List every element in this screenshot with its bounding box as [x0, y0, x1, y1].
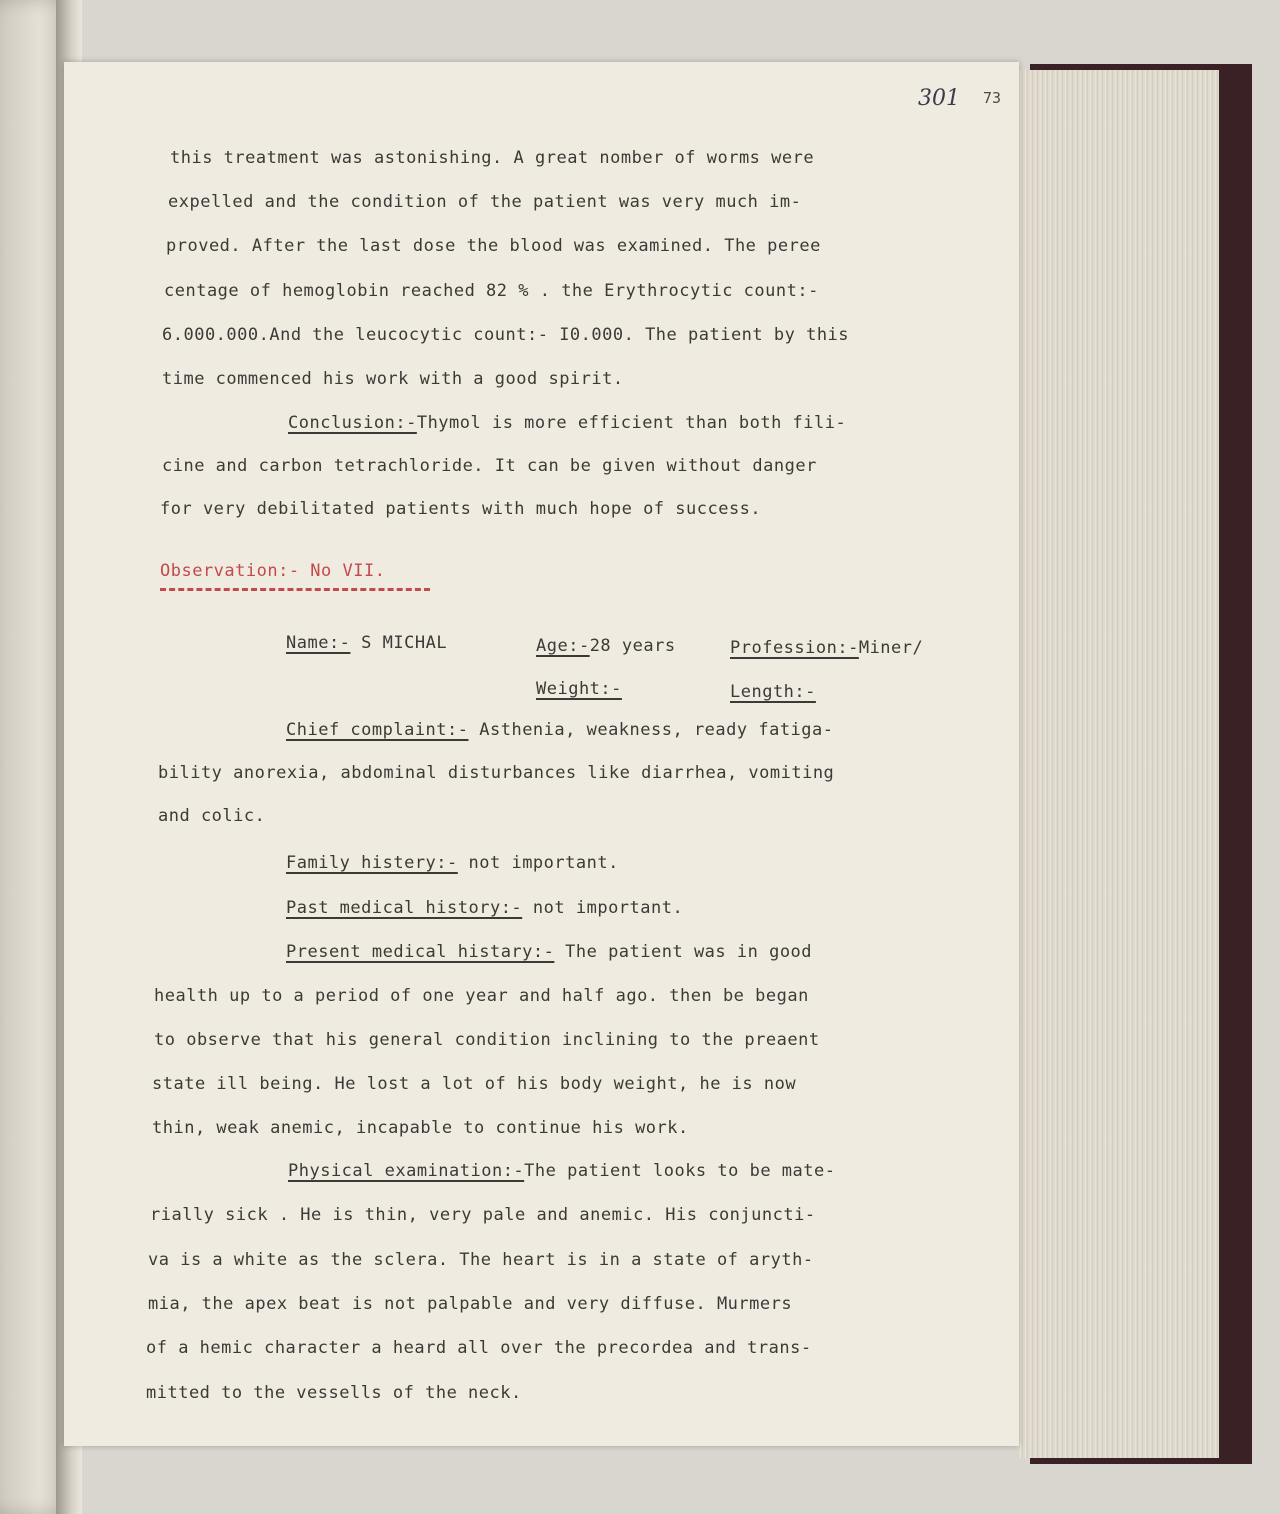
family-history-line — [286, 853, 619, 873]
text-line: thin, weak anemic, incapable to continue his work. — [152, 1118, 689, 1138]
patient-weight-field — [536, 679, 622, 699]
length-label: Length:- — [730, 682, 816, 702]
chief-complaint-line — [286, 720, 834, 740]
page-edges — [1019, 70, 1219, 1458]
past-history-value: not important. — [532, 898, 684, 918]
age-value: 28 years — [589, 636, 676, 656]
name-value: S MICHAL — [361, 633, 448, 653]
text-line: rially sick . He is thin, very pale and anemic. His conjuncti- — [150, 1205, 816, 1225]
conclusion-text: Thymol is more efficient than both fili- — [416, 413, 847, 433]
family-history-value: not important. — [468, 853, 619, 873]
text-line: expelled and the condition of the patient was very much im- — [168, 192, 802, 212]
text-line: cine and carbon tetrachloride. It can be given without danger — [162, 456, 817, 476]
text-line: bility anorexia, abdominal disturbances like diarrhea, vomiting — [158, 763, 835, 783]
past-history-label: Past medical history:- — [286, 898, 523, 918]
name-label: Name:- — [286, 633, 351, 653]
text-line: this treatment was astonishing. A great nomber of worms were — [170, 148, 815, 168]
present-history-label: Present medical histary:- — [286, 942, 555, 962]
text-line: of a hemic character a heard all over the precordea and trans- — [146, 1338, 812, 1358]
profession-label: Profession:- — [730, 638, 859, 658]
text-line: to observe that his general condition inclining to the preaent — [154, 1030, 820, 1050]
page-number-typed: 73 — [983, 89, 1002, 107]
present-history-line — [286, 942, 812, 962]
text-line: proved. After the last dose the blood was examined. The peree — [166, 236, 821, 256]
text-line: 6.000.000.And the leucocytic count:- I0.000. The patient by this — [162, 325, 850, 345]
physical-exam-label: Physical examination:- — [288, 1161, 525, 1181]
text-line: centage of hemoglobin reached 82 % . the Erythrocytic count:- — [164, 281, 819, 301]
weight-label: Weight:- — [536, 679, 622, 699]
text-line: mitted to the vessells of the neck. — [146, 1383, 522, 1403]
profession-value: Miner/ — [858, 638, 924, 658]
conclusion-label: Conclusion:- — [288, 413, 417, 433]
patient-length-field — [730, 682, 816, 702]
patient-age-field — [536, 636, 676, 656]
observation-heading: Observation:- No VII. — [160, 561, 386, 581]
present-history-text: The patient was in good — [565, 942, 813, 962]
document-page — [64, 62, 1019, 1446]
text-line: time commenced his work with a good spirit. — [162, 369, 624, 389]
text-line: health up to a period of one year and half ago. then be began — [154, 986, 809, 1006]
physical-exam-line — [288, 1161, 835, 1181]
age-label: Age:- — [536, 636, 590, 656]
text-line: for very debilitated patients with much hope of success. — [160, 499, 762, 519]
conclusion-line — [288, 413, 846, 433]
chief-complaint-text: Asthenia, weakness, ready fatiga- — [479, 720, 834, 740]
page-number-handwritten: 301 — [918, 86, 960, 111]
patient-profession-field — [730, 638, 923, 658]
heading-dashed-underline — [160, 588, 430, 591]
patient-name-field — [286, 633, 447, 653]
text-line: and colic. — [158, 806, 266, 826]
family-history-label: Family histery:- — [286, 853, 458, 873]
text-line: va is a white as the sclera. The heart is in a state of aryth- — [148, 1250, 814, 1270]
past-history-line — [286, 898, 683, 918]
physical-exam-text: The patient looks to be mate- — [524, 1161, 836, 1181]
text-line: state ill being. He lost a lot of his body weight, he is now — [152, 1074, 797, 1094]
text-line: mia, the apex beat is not palpable and very diffuse. Murmers — [148, 1294, 793, 1314]
chief-complaint-label: Chief complaint:- — [286, 720, 469, 740]
